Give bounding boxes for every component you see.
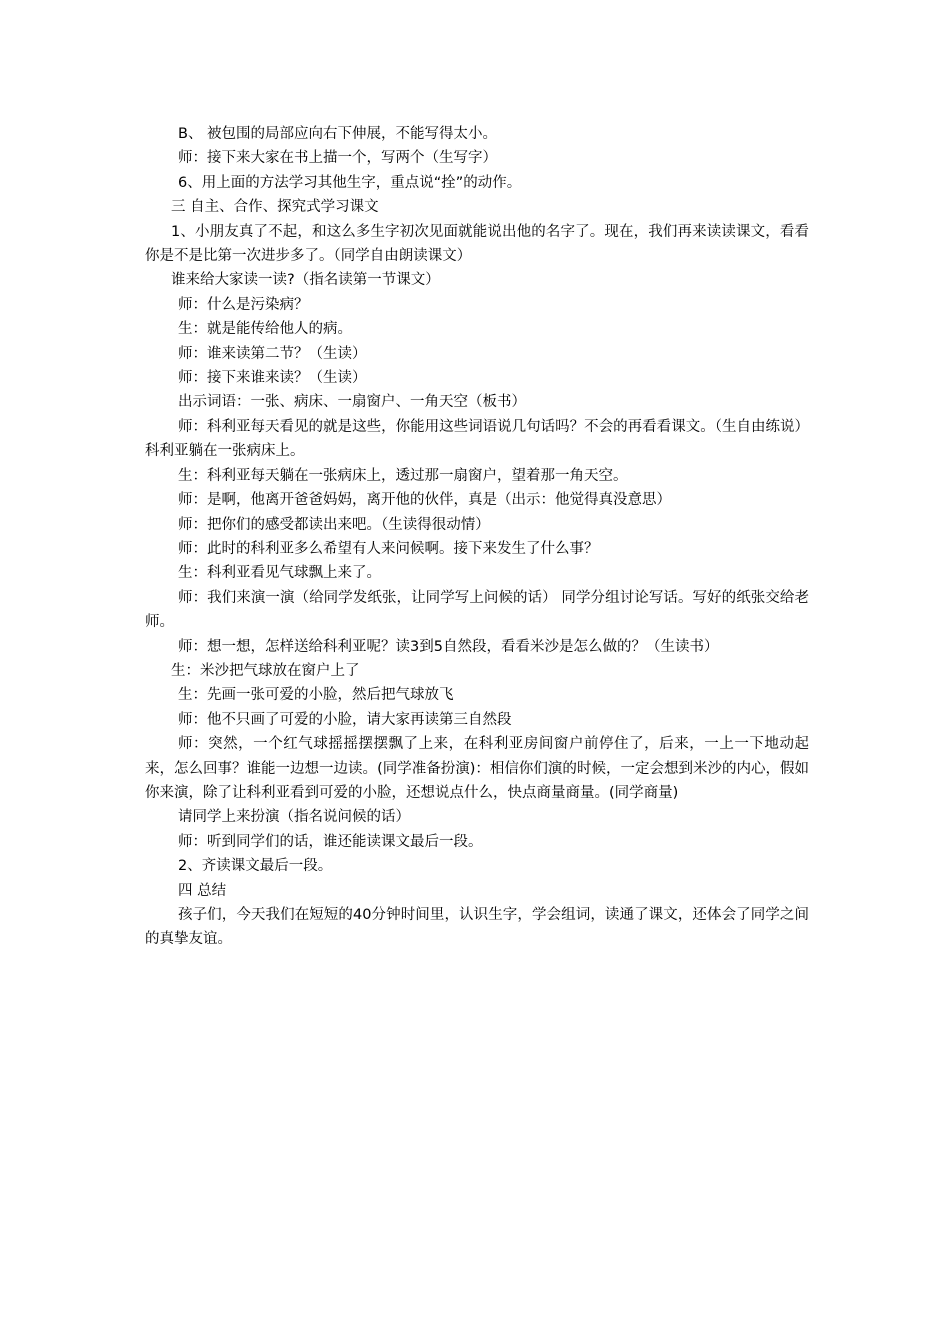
dialogue-line: 师：科利亚每天看见的就是这些，你能用这些词语说几句话吗？不会的再看看课文。（生自由练说）科利亚躺在一张病床上。 — [145, 418, 809, 460]
dialogue-line: 师：他不只画了可爱的小脸，请大家再读第三自然段 — [178, 711, 512, 728]
dialogue-line: 生：米沙把气球放在窗户上了 — [171, 662, 360, 679]
dialogue-line: 师：谁来读第二节？（生读） — [178, 345, 367, 362]
dialogue-line: 师：把你们的感受都读出来吧。（生读得很动情） — [178, 516, 490, 533]
dialogue-line: 师：接下来谁来读？（生读） — [178, 370, 367, 387]
paragraph-who-reads: 谁来给大家读一读?（指名读第一节课文） — [171, 272, 440, 289]
paragraph-teacher-trace: 师：接下来大家在书上描一个，写两个（生写字） — [178, 150, 497, 167]
dialogue-line: 师：什么是污染病？ — [178, 296, 309, 313]
dialogue-line: 生：先画一张可爱的小脸，然后把气球放飞 — [178, 687, 454, 704]
section-heading-3: 三 自主、合作、探究式学习课文 — [171, 199, 379, 216]
dialogue-line: 师：此时的科利亚多么希望有人来问候啊。接下来发生了什么事？ — [178, 540, 599, 557]
section-heading-4: 四 总结 — [178, 882, 227, 899]
dialogue-line: 生：就是能传给他人的病。 — [178, 321, 352, 338]
paragraph-summary: 孩子们，今天我们在短短的40分钟时间里，认识生字，学会组词，读通了课文，还体会了同学之间的真挚友谊。 — [145, 907, 809, 948]
dialogue-line: 师：想一想，怎样送给科利亚呢？读3到5自然段，看看米沙是怎么做的？（生读书） — [178, 638, 719, 655]
paragraph-show-words: 出示词语：一张、病床、一扇窗户、一角天空（板书） — [178, 394, 526, 411]
dialogue-line: 师：是啊，他离开爸爸妈妈，离开他的伙伴，真是（出示：他觉得真没意思） — [178, 492, 671, 509]
dialogue-line: 生：科利亚看见气球飘上来了。 — [178, 565, 381, 582]
paragraph-step-2: 2、齐读课文最后一段。 — [178, 858, 333, 875]
paragraph-step-6: 6、用上面的方法学习其他生字，重点说“拴”的动作。 — [178, 174, 522, 191]
dialogue-line: 师：听到同学们的话，谁还能读课文最后一段。 — [178, 833, 483, 850]
paragraph-item-b: B、 被包围的局部应向右下伸展，不能写得太小。 — [178, 126, 498, 142]
document-body — [145, 122, 809, 952]
paragraph-role-play: 请同学上来扮演（指名说问候的话） — [178, 809, 410, 826]
dialogue-line: 生：科利亚每天躺在一张病床上，透过那一扇窗户，望着那一角天空。 — [178, 467, 628, 484]
dialogue-line: 师：突然，一个红气球摇摇摆摆飘了上来，在科利亚房间窗户前停住了，后来，一上一下地动起来，怎么回事？谁能一边想一边读。(同学准备扮演)：相信你们演的时候，一定会想到米沙的内心，假如你来演，除了让科利亚看到可爱的小脸，还想说点什么，快点商量商量。(同学商量) — [145, 736, 809, 801]
dialogue-line: 师：我们来演一演（给同学发纸张，让同学写上问候的话） 同学分组讨论写话。写好的纸张交给老师。 — [145, 589, 809, 631]
paragraph-step-1: 1、小朋友真了不起，和这么多生字初次见面就能说出他的名字了。现在，我们再来读读课文，看看你是不是比第一次进步多了。（同学自由朗读课文） — [145, 223, 809, 265]
